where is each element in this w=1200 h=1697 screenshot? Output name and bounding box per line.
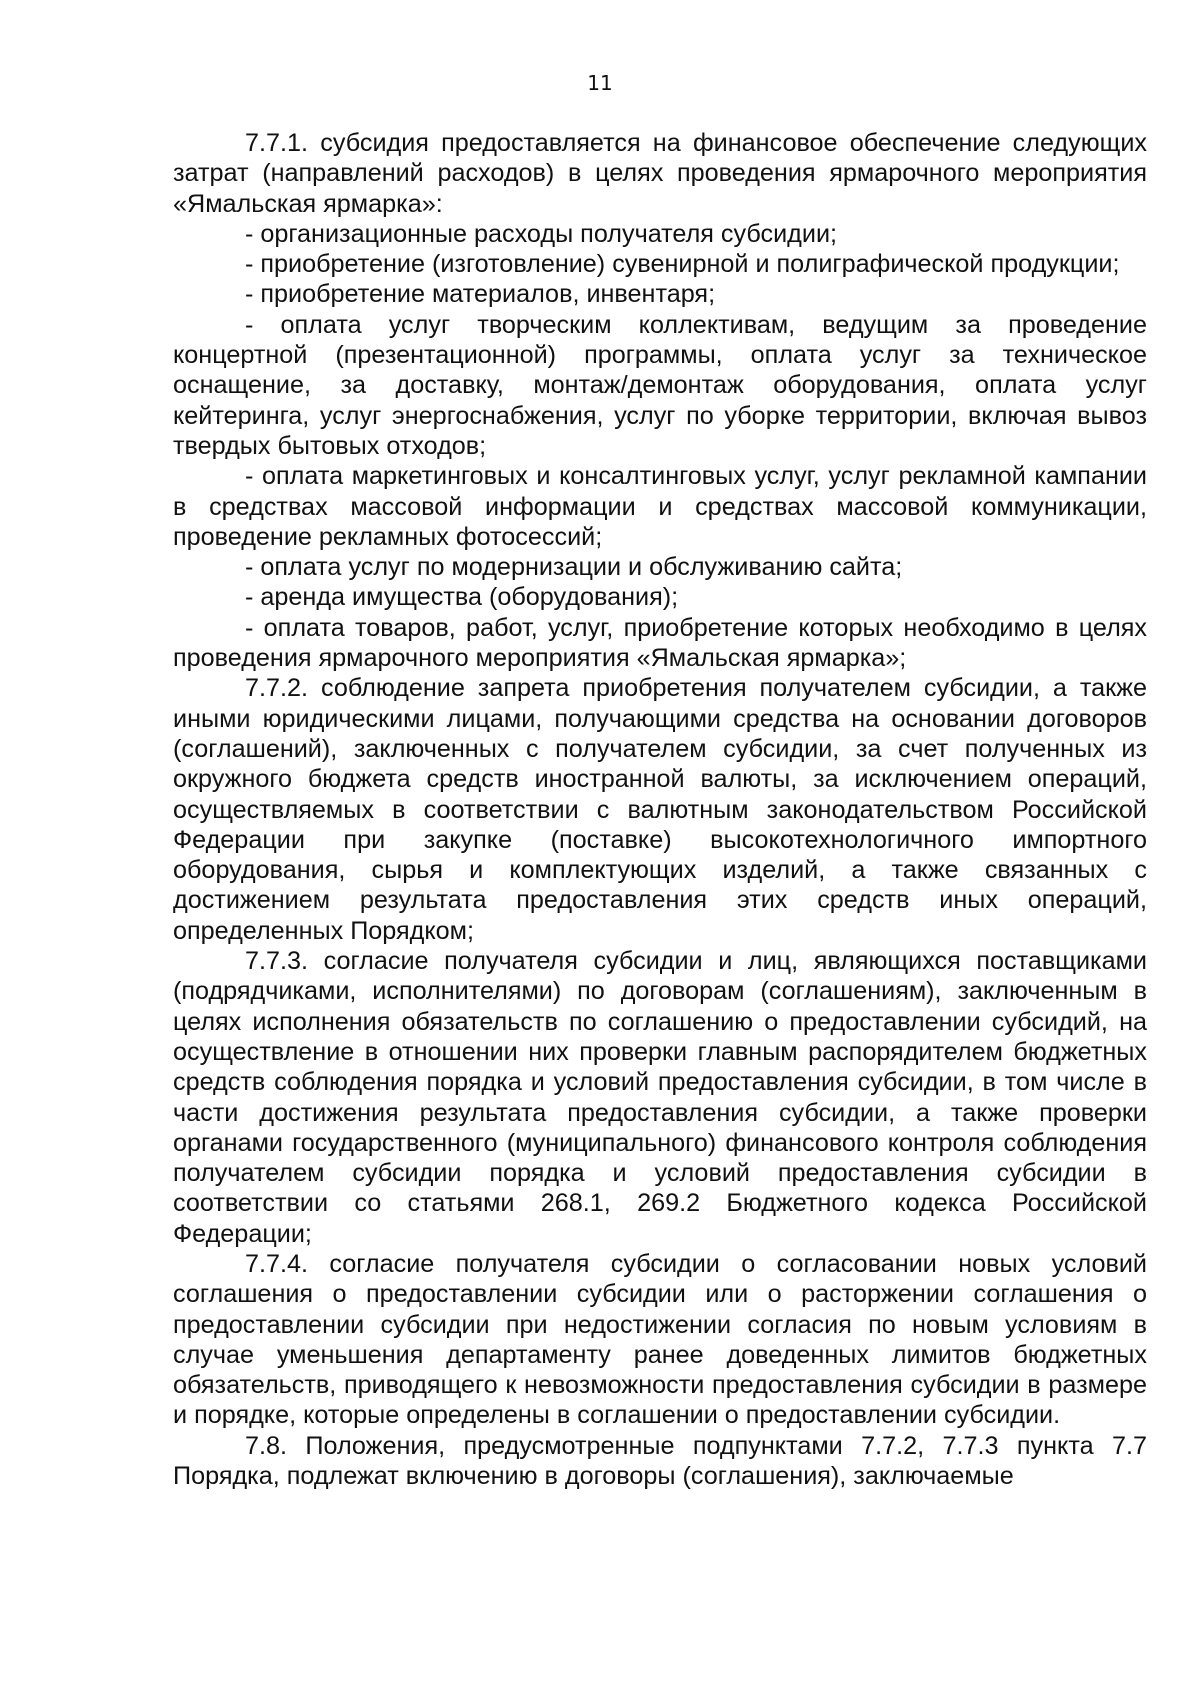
clause-7-8: 7.8. Положения, предусмотренные подпунктами 7.7.2, 7.7.3 пункта 7.7 Порядка, подлежат включению в договоры (соглашения), заключаемые: [173, 1431, 1147, 1491]
clause-7-7-2: 7.7.2. соблюдение запрета приобретения получателем субсидии, а также иными юридическими лицами, получающими средства на основании договоров (соглашений), заключенных с получателем субсидии, за счет полученных из окружного бюджета средств иностранной валюты, за исключением операций, осуществляемых в соответствии с валютным законодательством Российской Федерации при закупке (поставке) высокотехнологичного импортного оборудования, сырья и комплектующих изделий, а также связанных с достижением результата предоставления этих средств иных операций, определенных Порядком;: [173, 674, 1147, 945]
list-item-organizational-expenses: - организационные расходы получателя субсидии;: [245, 219, 838, 248]
list-item-equipment-rent: - аренда имущества (оборудования);: [245, 583, 679, 612]
clause-7-7-3: 7.7.3. согласие получателя субсидии и лиц, являющихся поставщиками (подрядчиками, исполнителями) по договорам (соглашениям), заключенным в целях исполнения обязательств по соглашению о предоставлении субсидий, на осуществление в отношении них проверки главным распорядителем бюджетных средств соблюдения порядка и условий предоставления субсидии, в том числе в части достижения результата предоставления субсидии, а также проверки органами государственного (муниципального) финансового контроля соблюдения получателем субсидии порядка и условий предоставления субсидии в соответствии со статьями 268.1, 269.2 Бюджетного кодекса Российской Федерации;: [173, 947, 1147, 1248]
list-item-creative-services: - оплата услуг творческим коллективам, ведущим за проведение концертной (презентационной) программы, оплата услуг за техническое оснащение, за доставку, монтаж/демонтаж оборудования, оплата услуг кейтеринга, услуг энергоснабжения, услуг по уборке территории, включая вывоз твердых бытовых отходов;: [173, 310, 1147, 460]
document-body: [173, 128, 1147, 1491]
page-number: 11: [587, 71, 613, 95]
list-item-marketing-services: - оплата маркетинговых и консалтинговых услуг, услуг рекламной кампании в средствах массовой информации и средствах массовой коммуникации, проведение рекламных фотосессий;: [173, 462, 1147, 551]
list-item-materials: - приобретение материалов, инвентаря;: [245, 280, 716, 309]
list-item-website-services: - оплата услуг по модернизации и обслуживанию сайта;: [245, 553, 903, 582]
clause-7-7-1: 7.7.1. субсидия предоставляется на финансовое обеспечение следующих затрат (направлений расходов) в целях проведения ярмарочного мероприятия «Ямальская ярмарка»:: [173, 129, 1147, 218]
list-item-souvenir-products: - приобретение (изготовление) сувенирной и полиграфической продукции;: [245, 250, 1120, 279]
clause-7-7-4: 7.7.4. согласие получателя субсидии о согласовании новых условий соглашения о предоставлении субсидии или о расторжении соглашения о предоставлении субсидии при недостижении согласия по новым условиям в случае уменьшения департаменту ранее доведенных лимитов бюджетных обязательств, приводящего к невозможности предоставления субсидии в размере и порядке, которые определены в соглашении о предоставлении субсидии.: [173, 1249, 1147, 1430]
list-item-goods-works: - оплата товаров, работ, услуг, приобретение которых необходимо в целях проведения ярмарочного мероприятия «Ямальская ярмарка»;: [173, 613, 1147, 673]
